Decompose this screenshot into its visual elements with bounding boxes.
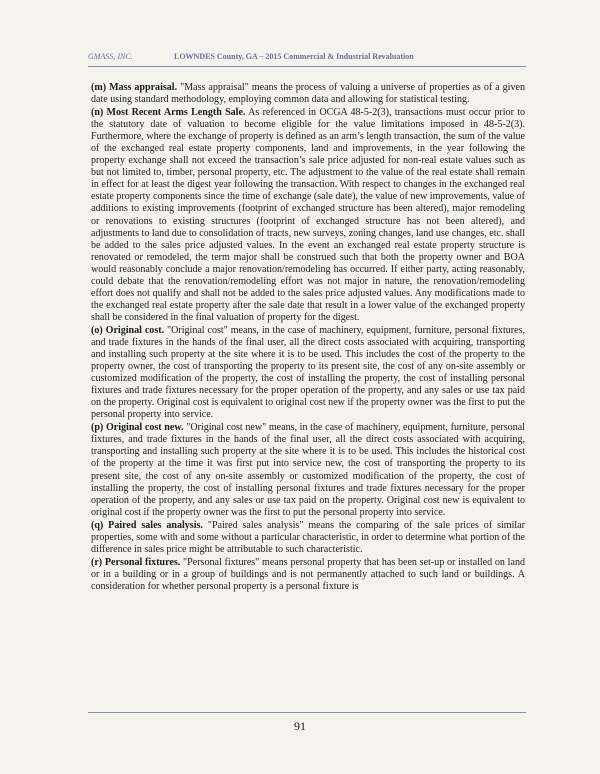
document-body — [91, 82, 525, 594]
section-text: "Original cost" means, in the case of machinery, equipment, furniture, personal fixtures, and trade fixtures in the hands of the final user, all the direct costs associated with acquiring, transporting and installing such property at the site where it is to be used. This includes the cost of the property to the property owner, the cost of transporting the property to its present site, the cost of any on-site assembly or customized modification of the property, the cost of installing the property, the cost of installing personal fixtures and trade fixtures necessary for the proper operation of the property, and any sales or use tax paid on the property. Original cost is equivalent to original cost new if the property owner was the first to put the personal property into service. — [91, 324, 525, 421]
section-text: "Original cost new" means, in the case of machinery, equipment, furniture, personal fixtures, and trade fixtures in the hands of the final user, all the direct costs associated with acquiring, transporting and installing such property at the site where it is to be used. This includes the historical cost of the property at the time it was first put into service new, the cost of transporting the property to its present site, the cost of any on-site assembly or customized modification of the property, the cost of installing the property, the cost of installing personal fixtures and trade fixtures necessary for the proper operation of the property, and any sales or use tax paid on the property. Original cost new is equivalent to original cost if the property owner was the first to put the personal property into service. — [91, 422, 525, 518]
section-term: (o) Original cost. — [91, 324, 165, 336]
footer-rule — [88, 712, 526, 713]
header-firm: GMASS, INC. — [88, 52, 133, 61]
section-term: (n) Most Recent Arms Length Sale. — [91, 107, 246, 119]
page-header — [88, 52, 528, 61]
section-term: (p) Original cost new. — [91, 422, 184, 434]
page-number: 91 — [294, 719, 306, 733]
section-mass-appraisal — [91, 82, 525, 106]
section-term: (m) Mass appraisal. — [91, 82, 178, 93]
header-title: LOWNDES County, GA – 2015 Commercial & Industrial Revaluation — [174, 52, 414, 61]
section-text: "Mass appraisal" means the process of valuing a universe of properties as of a given date using standard methodology, employing common data and allowing for statistical testing. — [91, 82, 525, 106]
section-original-cost — [91, 325, 525, 421]
section-original-cost-new — [91, 422, 525, 518]
section-text: As referenced in OCGA 48-5-2(3), transactions must occur prior to the statutory date of valuation to become eligible for the value limitations imposed in 48-5-2(3). Furthermore, where the exchange of property is defined as an arm’s length transaction, the sum of the value of the exchanged real estate property components, land and improvements, in the year following the property exchange shall not exceed the transaction’s sale price adjusted for non-real estate values such as but not limited to, timber, personal property, etc. The adjustment to the value of the real estate shall remain in effect for at least the digest year following the transaction. With respect to changes in the exchanged real estate property components since the time of exchange (sale date), the value of new improvements, value of additions to existing improvements (footprint of exchanged structure has been altered), major remodeling or renovations to existing structures (footprint of exchanged structure has not been altered), and adjustments to land due to consolidation of tracts, new surveys, zoning changes, land use changes, etc. shall be added to the sales price adjusted values. In the event an exchanged real estate property structure is renovated or remodeled, the term major shall be construed such that both the property owner and BOA would reasonably conclude a major renovation/remodeling has occurred. If either party, acting reasonably, could debate that the renovation/remodeling effort was not major in nature, the renovation/remodeling effort does not qualify and shall not be added to the sales price adjusted values. Any modifications made to the exchanged real estate property after the sale date that result in a lower value of the exchanged property shall be considered in the final valuation of property for the digest. — [91, 107, 526, 323]
section-paired-sales-analysis — [91, 520, 525, 556]
section-personal-fixtures — [91, 557, 525, 593]
section-term: (r) Personal fixtures. — [91, 556, 181, 568]
section-most-recent-arms-length-sale — [91, 107, 525, 324]
section-term: (q) Paired sales analysis. — [91, 519, 203, 531]
header-rule — [88, 66, 526, 67]
section-text: "Personal fixtures" means personal property that has been set-up or installed on land or in a building or in a group of buildings and is not permanently attached to such land or buildings. A consideration for whether personal property is a personal fixture is — [91, 556, 525, 592]
section-text: "Paired sales analysis" means the comparing of the sale prices of similar properties, some with and some without a particular characteristic, in order to determine what portion of the difference in sales price might be attributable to such characteristic. — [91, 519, 525, 555]
